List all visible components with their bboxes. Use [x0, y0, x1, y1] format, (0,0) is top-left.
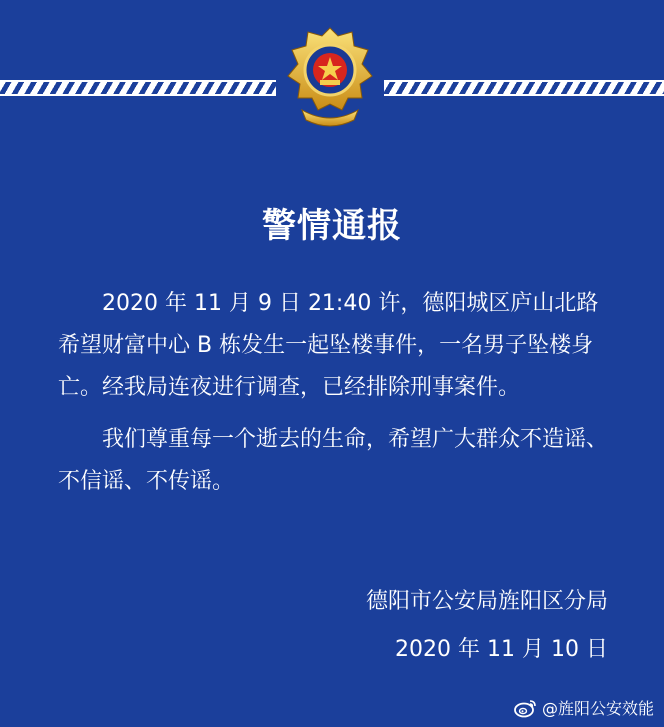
- stripe-band-left: [0, 80, 276, 96]
- notice-paragraph-2: 我们尊重每一个逝去的生命，希望广大群众不造谣、不信谣、不传谣。: [58, 427, 609, 494]
- notice-paragraph-1: 2020 年 11 月 9 日 21:40 许，德阳城区庐山北路希望财富中心 B 栋发生一起坠楼事件，一名男子坠楼身亡。经我局连夜进行调查，已经排除刑事案件。: [58, 291, 599, 400]
- watermark: [514, 696, 654, 719]
- notice-title: 警情通报: [262, 206, 402, 246]
- notice-body: [58, 283, 608, 513]
- signature-organization: 德阳市公安局旌阳区分局: [365, 589, 608, 614]
- signature-date: 2020 年 11 月 10 日: [395, 637, 608, 662]
- stripe-band-right: [384, 80, 664, 96]
- weibo-icon: [514, 698, 538, 718]
- watermark-text: @旌阳公安效能: [541, 699, 654, 718]
- police-badge-emblem-icon: [280, 26, 380, 130]
